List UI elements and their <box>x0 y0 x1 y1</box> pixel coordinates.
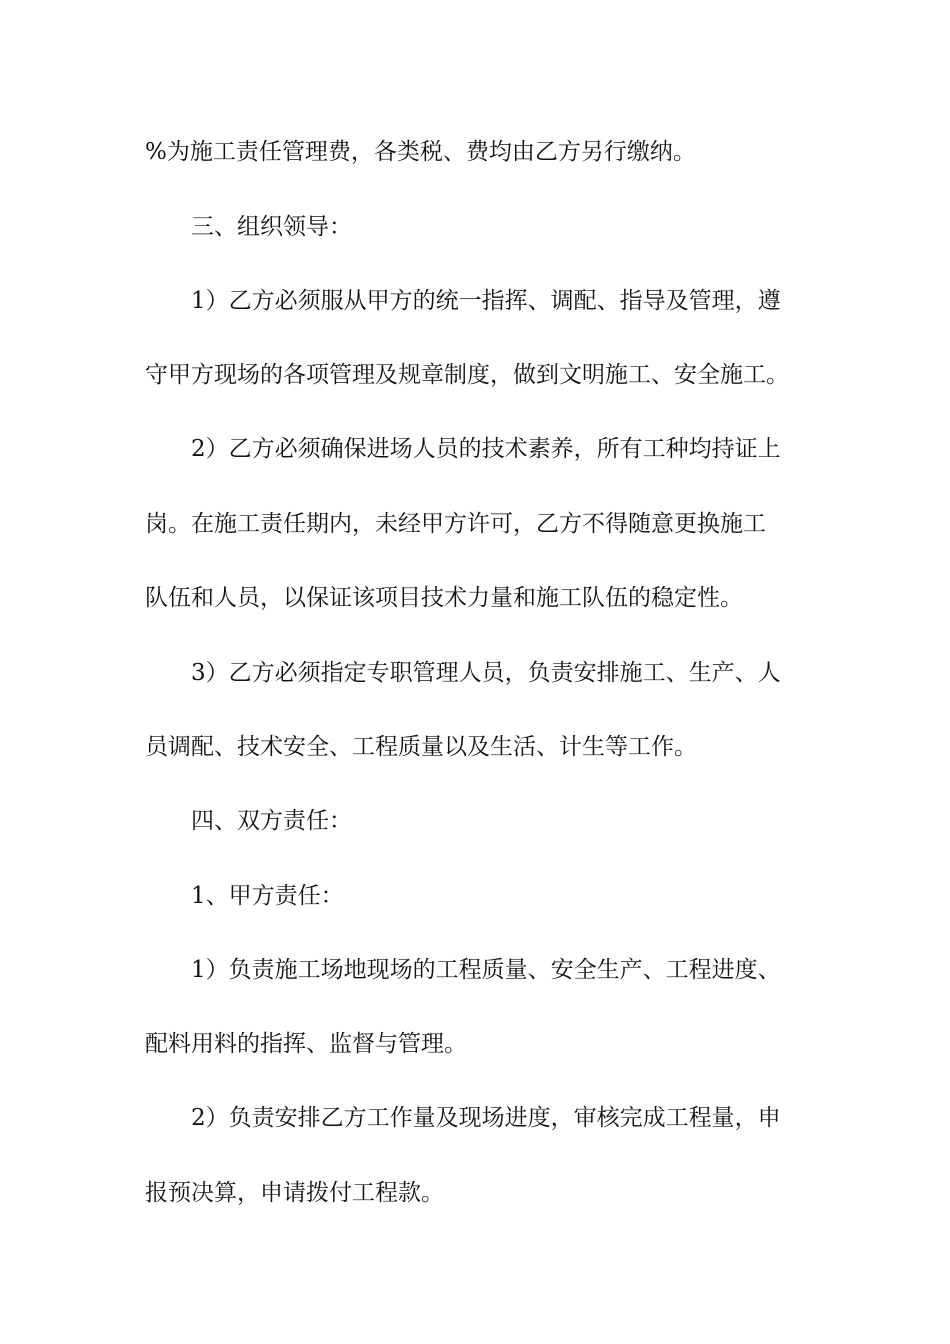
paragraph-line: 员调配、技术安全、工程质量以及生活、计生等工作。 <box>145 734 697 760</box>
section-heading: 四、双方责任： <box>191 808 352 834</box>
paragraph-line: 3）乙方必须指定专职管理人员，负责安排施工、生产、人 <box>191 660 781 686</box>
paragraph-line: 2）负责安排乙方工作量及现场进度，审核完成工程量，申 <box>191 1105 781 1131</box>
section-heading: 三、组织领导： <box>191 214 352 240</box>
paragraph-line: 队伍和人员，以保证该项目技术力量和施工队伍的稳定性。 <box>145 585 743 611</box>
paragraph-line: 配料用料的指挥、监督与管理。 <box>145 1031 467 1057</box>
paragraph-line: 岗。在施工责任期内，未经甲方许可，乙方不得随意更换施工 <box>145 511 766 537</box>
paragraph-line: 2）乙方必须确保进场人员的技术素养，所有工种均持证上 <box>191 436 781 462</box>
paragraph-line: 1）乙方必须服从甲方的统一指挥、调配、指导及管理，遵 <box>191 288 781 314</box>
paragraph-line: 1）负责施工场地现场的工程质量、安全生产、工程进度、 <box>191 957 781 983</box>
paragraph-line: 守甲方现场的各项管理及规章制度，做到文明施工、安全施工。 <box>145 362 789 388</box>
paragraph-line: %为施工责任管理费，各类税、费均由乙方另行缴纳。 <box>145 139 696 165</box>
subsection-heading: 1、甲方责任： <box>191 883 344 909</box>
paragraph-line: 报预决算，申请拨付工程款。 <box>145 1180 444 1206</box>
